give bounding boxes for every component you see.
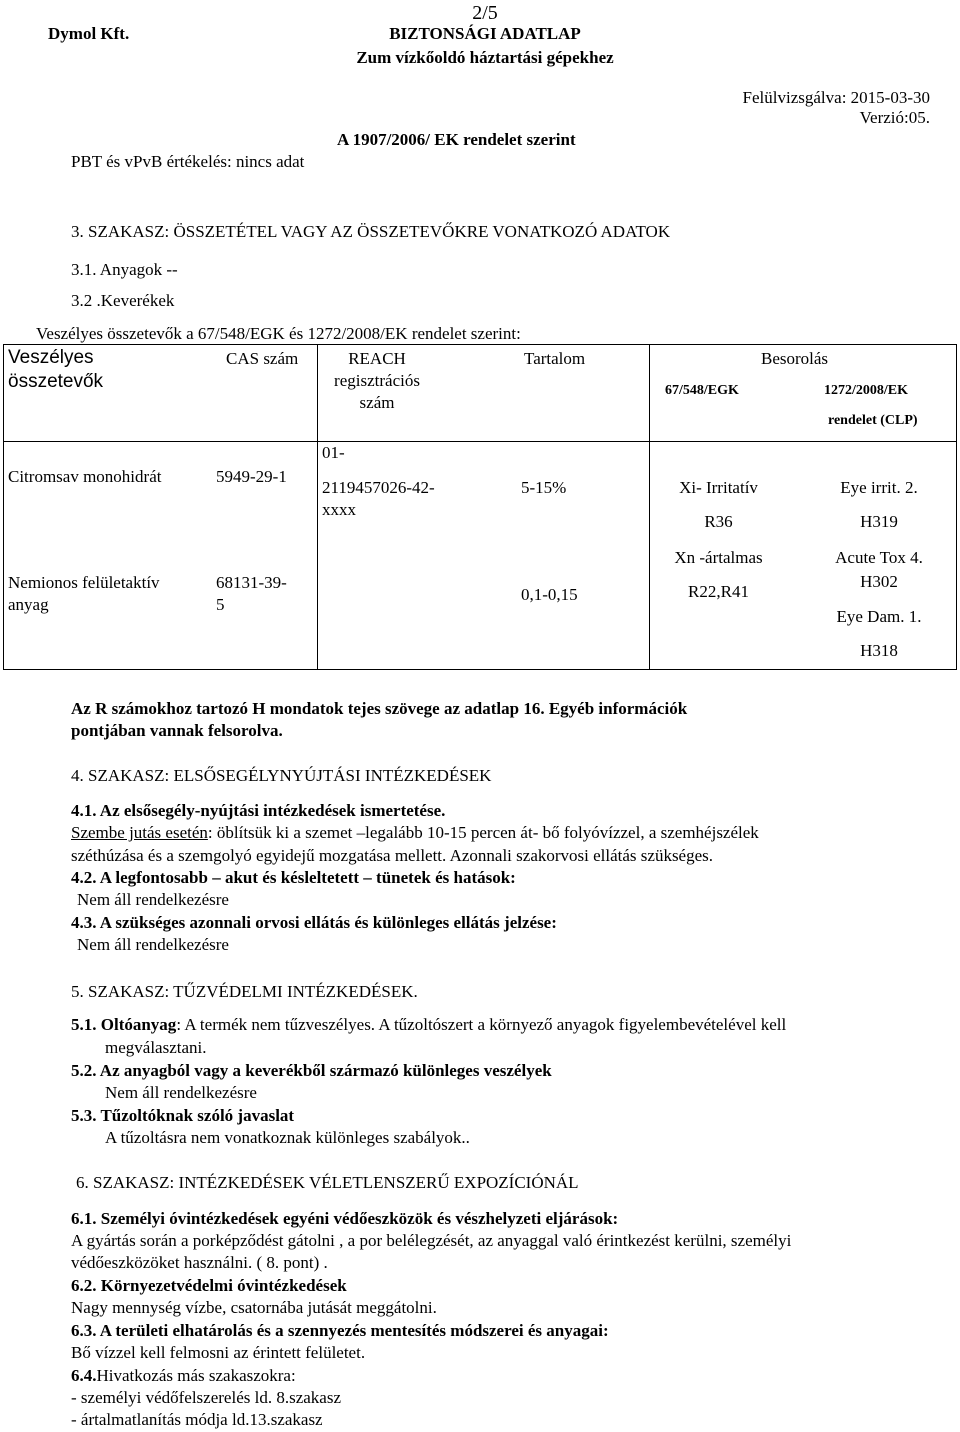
- product-name: Zum vízkőoldó háztartási gépekhez: [356, 48, 614, 67]
- row-2-eu-class: Xn -ártalmas: [674, 548, 763, 567]
- section-6-title: 6. SZAKASZ: INTÉZKEDÉSEK VÉLETLENSZERŰ EXPOZÍCIÓNÁL: [76, 1173, 579, 1192]
- row-1-clp-class: Eye irrit. 2.: [840, 478, 918, 497]
- page-number: 2/5: [472, 2, 498, 24]
- eye-contact-label: Szembe jutás esetén: [71, 823, 208, 842]
- row-2-clp-class-1: Acute Tox 4.: [835, 548, 923, 567]
- header-classification-clp-2: rendelet (CLP): [828, 413, 918, 428]
- section-4-2-text: Nem áll rendelkezésre: [77, 890, 229, 909]
- section-6-2-text: Nagy mennység vízbe, csatornába jutását meggátolni.: [71, 1298, 437, 1317]
- revision-date: Felülvizsgálva: 2015-03-30: [742, 88, 930, 107]
- section-6-1-text-2: védőeszközöket használni. ( 8. pont) .: [71, 1253, 328, 1272]
- section-6-2-heading: 6.2. Környezetvédelmi óvintézkedések: [71, 1276, 347, 1295]
- header-content: Tartalom: [524, 349, 586, 368]
- section-6-4-text-1: - személyi védőfelszerelés ld. 8.szakasz: [71, 1388, 341, 1407]
- company-name: Dymol Kft.: [48, 24, 130, 43]
- header-reach-3: szám: [359, 393, 395, 412]
- section-4-1-heading: 4.1. Az elsősegély-nyújtási intézkedések ismertetése.: [71, 801, 446, 820]
- row-2-cas-1: 68131-39-: [216, 573, 287, 592]
- eye-contact-text: : öblítsük ki a szemet –legalább 10-15 percen át- bő folyóvízzel, a szemhéjszélek: [207, 823, 759, 842]
- row-2-clp-phrase-1: H302: [860, 572, 898, 591]
- section-5-2-text: Nem áll rendelkezésre: [105, 1083, 257, 1102]
- section-5-2-heading: 5.2. Az anyagból vagy a keverékből származó különleges veszélyek: [71, 1061, 552, 1080]
- section-4-2-heading: 4.2. A legfontosabb – akut és késleltetett – tünetek és hatások:: [71, 868, 516, 887]
- header-components-1: Veszélyes: [8, 347, 94, 368]
- header-classification: Besorolás: [761, 349, 829, 368]
- row-1-eu-class: Xi- Irritatív: [679, 478, 758, 497]
- row-1-reach-3: xxxx: [322, 500, 356, 519]
- section-6-3-text: Bő vízzel kell felmosni az érintett felületet.: [71, 1343, 366, 1362]
- header-cas: CAS szám: [226, 349, 299, 368]
- row-2-name-2: anyag: [8, 595, 49, 614]
- version: Verzió:05.: [859, 108, 930, 127]
- extinguishing-media-text: : A termék nem tűzveszélyes. A tűzoltószert a környező anyagok figyelembevételével kell: [176, 1015, 787, 1034]
- section-6-4-label: Hivatkozás más szakaszokra:: [96, 1366, 296, 1385]
- header-classification-clp-1: 1272/2008/EK: [824, 383, 909, 398]
- row-1-eu-phrase: R36: [704, 512, 733, 531]
- header-classification-eu: 67/548/EGK: [665, 383, 739, 398]
- section-6-4-text-2: - ártalmatlanítás módja ld.13.szakasz: [71, 1410, 323, 1429]
- section-4-title: 4. SZAKASZ: ELSŐSEGÉLYNYÚJTÁSI INTÉZKEDÉSEK: [71, 766, 492, 785]
- section-3-title: 3. SZAKASZ: ÖSSZETÉTEL VAGY AZ ÖSSZETEVŐKRE VONATKOZÓ ADATOK: [71, 222, 671, 241]
- row-2-content: 0,1-0,15: [521, 585, 578, 604]
- row-1-cas: 5949-29-1: [216, 467, 287, 486]
- row-1-clp-phrase: H319: [860, 512, 898, 531]
- row-1-name: Citromsav monohidrát: [8, 467, 162, 486]
- section-4-3-heading: 4.3. A szükséges azonnali orvosi ellátás és különleges ellátás jelzése:: [71, 913, 557, 932]
- row-2-name-1: Nemionos felületaktív: [8, 573, 160, 592]
- section-4-1-text-1: [71, 823, 759, 843]
- section-6-4-heading: [71, 1366, 296, 1386]
- row-2-clp-phrase-2: H318: [860, 641, 898, 660]
- section-5-1-number: 5.1.: [71, 1015, 101, 1034]
- section-6-1-text-1: A gyártás során a porképződést gátolni , a por belélegzését, az anyaggal való érintkezést kerülni, személyi: [71, 1231, 792, 1250]
- row-1-content: 5-15%: [521, 478, 567, 497]
- section-5-title: 5. SZAKASZ: TŰZVÉDELMI INTÉZKEDÉSEK.: [71, 982, 418, 1001]
- section-3-1: 3.1. Anyagok --: [71, 260, 178, 279]
- h-phrases-note-1: Az R számokhoz tartozó H mondatok tejes szövege az adatlap 16. Egyéb információk: [71, 699, 688, 718]
- document-title: BIZTONSÁGI ADATLAP: [389, 24, 581, 43]
- composition-table: [3, 344, 957, 670]
- header-reach-2: regisztrációs: [334, 371, 420, 390]
- header-components-2: összetevők: [8, 371, 104, 392]
- row-2-clp-class-2: Eye Dam. 1.: [836, 607, 922, 626]
- regulation: A 1907/2006/ EK rendelet szerint: [337, 130, 576, 149]
- row-2-cas-2: 5: [216, 595, 225, 614]
- table-divider: [4, 441, 956, 442]
- section-5-1-text-2: megválasztani.: [105, 1038, 207, 1057]
- section-5-3-heading: 5.3. Tűzoltóknak szóló javaslat: [71, 1106, 295, 1125]
- header-reach-1: REACH: [348, 349, 406, 368]
- section-4-3-text: Nem áll rendelkezésre: [77, 935, 229, 954]
- row-2-eu-phrase: R22,R41: [688, 582, 749, 601]
- h-phrases-note-2: pontjában vannak felsorolva.: [71, 721, 283, 740]
- table-divider: [649, 345, 650, 669]
- pbt-assessment: PBT és vPvB értékelés: nincs adat: [71, 152, 305, 171]
- row-1-reach-2: 2119457026-42-: [322, 478, 435, 497]
- section-5-3-text: A tűzoltásra nem vonatkoznak különleges szabályok..: [105, 1128, 470, 1147]
- section-3-2: 3.2 .Keverékek: [71, 291, 175, 310]
- section-4-1-text-2: széthúzása és a szemgolyó egyidejű mozgatása mellett. Azonnali szakorvosi ellátás szükséges.: [71, 846, 714, 865]
- section-6-3-heading: 6.3. A területi elhatárolás és a szennyezés mentesítés módszerei és anyagai:: [71, 1321, 609, 1340]
- section-5-1-text-1: [71, 1015, 786, 1035]
- section-6-1-heading: 6.1. Személyi óvintézkedések egyéni védőeszközök és vészhelyzeti eljárások:: [71, 1209, 619, 1228]
- table-divider: [317, 345, 318, 669]
- section-6-4-number: 6.4.: [71, 1366, 97, 1385]
- extinguishing-media-label: Oltóanyag: [100, 1015, 177, 1034]
- row-1-reach-1: 01-: [322, 443, 345, 462]
- section-3-intro: Veszélyes összetevők a 67/548/EGK és 1272/2008/EK rendelet szerint:: [36, 324, 521, 343]
